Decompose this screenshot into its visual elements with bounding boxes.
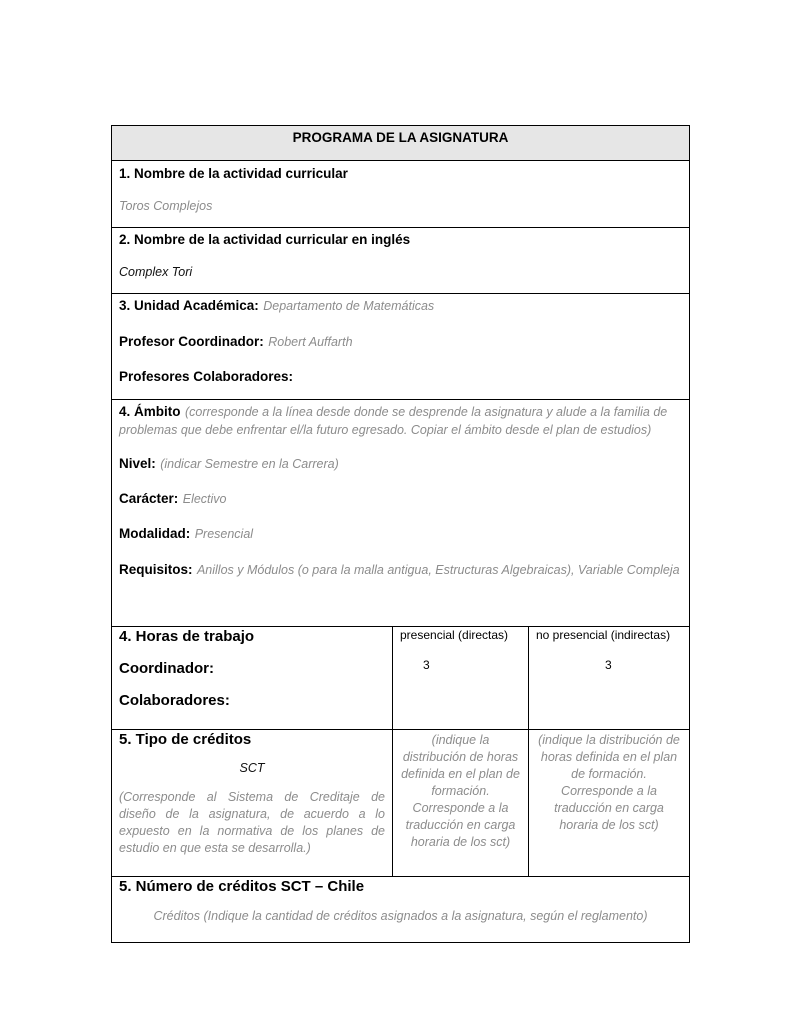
presencial-hours-value: 3 [423, 658, 430, 672]
coordinator-value: Robert Auffarth [268, 335, 353, 349]
requisitos-label: Requisitos: [119, 562, 193, 577]
ambito-label: 4. Ámbito [119, 404, 181, 419]
caracter-value: Electivo [182, 492, 227, 506]
coordinator-label: Profesor Coordinador: [119, 334, 264, 349]
section-1-label: 1. Nombre de la actividad curricular [119, 166, 348, 181]
credits-type-row [112, 730, 690, 877]
form-title: PROGRAMA DE LA ASIGNATURA [112, 126, 690, 161]
collaborators-label: Profesores Colaboradores: [119, 369, 294, 384]
ambito-value: (corresponde a la línea desde donde se desprende la asignatura y alude a la familia de problemas que debe enfrentar el/la futuro egresado. Copiar el ámbito desde el plan de estudios) [119, 405, 668, 437]
hours-collaborators-label: Colaboradores: [119, 692, 230, 709]
sct-value: SCT [239, 761, 265, 775]
unidad-line [112, 297, 689, 315]
caracter-label: Carácter: [119, 491, 179, 506]
course-name-value: Toros Complejos [119, 199, 213, 213]
coordinator-line [112, 333, 689, 351]
credits-number-row [112, 877, 690, 943]
nivel-line [112, 455, 689, 473]
section-3 [112, 294, 690, 400]
credits-type-label: 5. Tipo de créditos [119, 731, 252, 748]
credits-description: (Corresponde al Sistema de Creditaje de diseño de la asignatura, de acuerdo a lo expuesto en la normativa de los planes de estudio en que esta se desarrolla.) [119, 790, 385, 855]
requisitos-value: Anillos y Módulos (o para la malla antigua, Estructuras Algebraicas), Variable Compleja [196, 563, 680, 577]
hours-coordinator-label: Coordinador: [119, 660, 214, 677]
hours-label: 4. Horas de trabajo [119, 628, 255, 645]
section-2 [112, 228, 690, 294]
nivel-value: (indicar Semestre en la Carrera) [160, 457, 339, 471]
no-presencial-hours-value: 3 [605, 658, 612, 672]
section-2-label: 2. Nombre de la actividad curricular en inglés [119, 232, 411, 247]
no-presencial-note: (indique la distribución de horas definida en el plan de formación. Corresponde a la traducción en carga horaria de los sct) [538, 733, 680, 832]
course-name-english-value: Complex Tori [119, 265, 193, 279]
section-1 [112, 161, 690, 228]
modalidad-label: Modalidad: [119, 526, 191, 541]
requisitos-block [112, 560, 689, 580]
nivel-label: Nivel: [119, 456, 156, 471]
modalidad-line [112, 525, 689, 543]
modalidad-value: Presencial [194, 527, 254, 541]
no-presencial-header: no presencial (indirectas) [536, 628, 671, 642]
presencial-note: (indique la distribución de horas definida en el plan de formación. Corresponde a la traducción en carga horaria de los sct) [401, 733, 520, 849]
hours-row [112, 627, 690, 730]
program-form [111, 125, 690, 943]
unidad-value: Departamento de Matemáticas [263, 299, 435, 313]
unidad-label: 3. Unidad Académica: [119, 298, 259, 313]
section-4-ambito [112, 400, 690, 627]
presencial-header: presencial (directas) [400, 628, 509, 642]
credits-number-note: Créditos (Indique la cantidad de créditos asignados a la asignatura, según el reglamento) [153, 909, 648, 923]
ambito-block [112, 403, 689, 439]
header-row [112, 126, 690, 161]
credits-number-label: 5. Número de créditos SCT – Chile [119, 878, 365, 895]
caracter-line [112, 490, 689, 508]
